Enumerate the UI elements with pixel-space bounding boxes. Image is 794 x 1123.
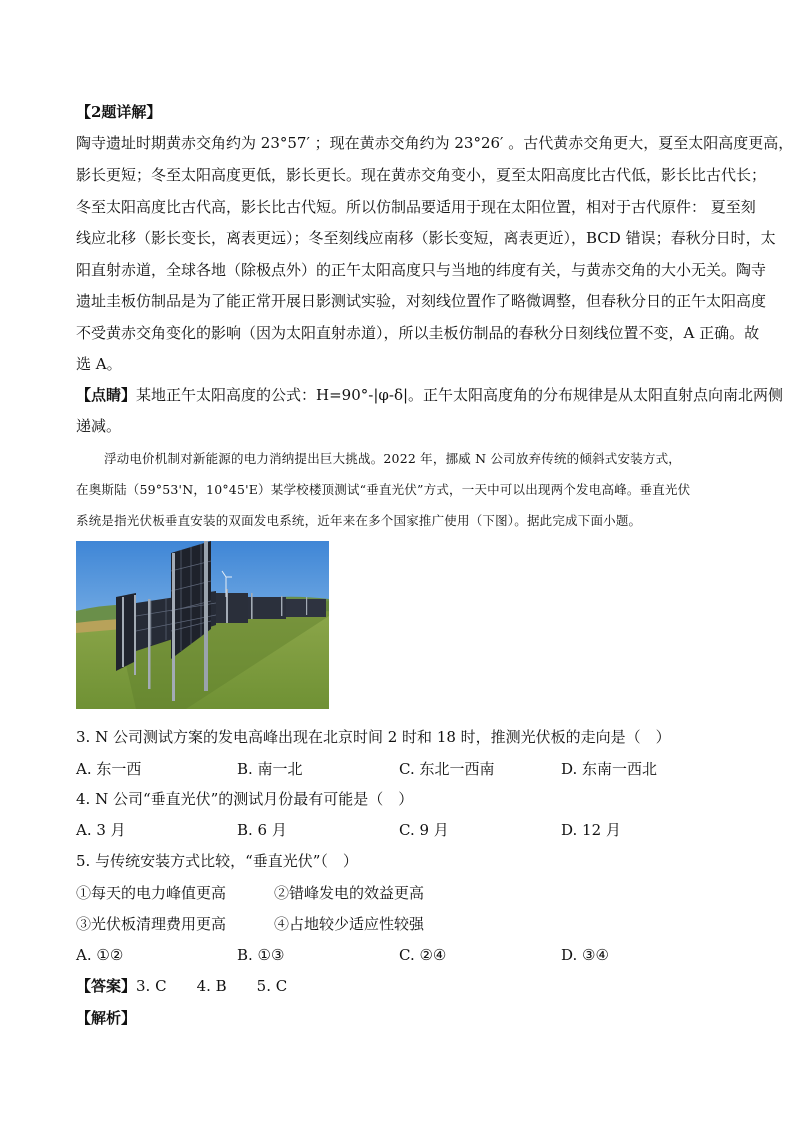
material-line: 在奥斯陆（59°53'N，10°45'E）某学校楼顶测试“垂直光伏”方式，一天中可以出现两个发电高峰。垂直光伏 (76, 482, 691, 497)
paragraph-line: 遗址圭板仿制品是为了能正常开展日影测试实验，对刻线位置作了略微调整，但春秋分日的正午太阳高度 (76, 292, 767, 310)
paragraph-line: 影长更短；冬至太阳高度更低，影长更长。现在黄赤交角变小，夏至太阳高度比古代低，影长比古代长； (76, 166, 767, 184)
answer-label: 【答案】 (76, 977, 137, 995)
paragraph-line: 冬至太阳高度比古代高，影长比古代短。所以仿制品要适用于现在太阳位置，相对于古代原件： 夏至刻 (76, 198, 756, 216)
question-4-stem: 4. N 公司“垂直光伏”的测试月份最有可能是（ ） (76, 790, 414, 808)
tip-line-2: 递减。 (76, 417, 122, 435)
solar-panel-illustration (76, 541, 329, 709)
question-5-stem: 5. 与传统安装方式比较，“垂直光伏”（ ） (76, 852, 358, 870)
analysis-heading: 【解析】 (76, 1009, 137, 1027)
tip-label: 【点睛】 (76, 386, 137, 404)
tip-line (76, 385, 783, 405)
answer-text: 3. C 4. B 5. C (136, 977, 288, 995)
q3-option-c[interactable]: C. 东北一西南 (399, 760, 495, 778)
q5-statement-3: ③光伏板清理费用更高 (76, 915, 227, 933)
q4-option-a[interactable]: A. 3 月 (76, 821, 126, 839)
q5-option-a[interactable]: A. ①② (76, 946, 124, 964)
q4-option-c[interactable]: C. 9 月 (399, 821, 449, 839)
q5-option-d[interactable]: D. ③④ (561, 946, 609, 964)
material-line: 系统是指光伏板垂直安装的双面发电系统，近年来在多个国家推广使用（下图）。据此完成下面小题。 (76, 513, 642, 528)
paragraph-line: 线应北移（影长变长，离表更远）；冬至刻线应南移（影长变短，离表更近），BCD 错误；春秋分日时，太 (76, 229, 776, 247)
q5-statement-4: ④占地较少适应性较强 (274, 915, 425, 933)
material-line: 浮动电价机制对新能源的电力消纳提出巨大挑战。2022 年，挪威 N 公司放弃传统的倾斜式安装方式， (104, 451, 681, 466)
paragraph-line: 不受黄赤交角变化的影响（因为太阳直射赤道），所以圭板仿制品的春秋分日刻线位置不变，A 正确。故 (76, 324, 760, 342)
answer-line (76, 976, 287, 996)
q5-statement-2: ②错峰发电的效益更高 (274, 884, 425, 902)
section-2-heading: 【2题详解】 (76, 103, 162, 121)
q3-option-b[interactable]: B. 南一北 (237, 760, 303, 778)
q5-option-c[interactable]: C. ②④ (399, 946, 447, 964)
paragraph-line: 阳直射赤道，全球各地（除极点外）的正午太阳高度只与当地的纬度有关，与黄赤交角的大小无关。陶寺 (76, 261, 767, 279)
q4-option-b[interactable]: B. 6 月 (237, 821, 287, 839)
q3-option-a[interactable]: A. 东一西 (76, 760, 142, 778)
paragraph-line: 选 A。 (76, 355, 122, 373)
q5-option-b[interactable]: B. ①③ (237, 946, 285, 964)
question-3-stem: 3. N 公司测试方案的发电高峰出现在北京时间 2 时和 18 时，推测光伏板的走向是（ ） (76, 728, 671, 746)
q5-statement-1: ①每天的电力峰值更高 (76, 884, 227, 902)
q4-option-d[interactable]: D. 12 月 (561, 821, 621, 839)
vertical-solar-panels-photo (76, 541, 329, 709)
tip-text: 某地正午太阳高度的公式：H=90°-|φ-δ|。正午太阳高度角的分布规律是从太阳直射点向南北两侧 (136, 386, 784, 404)
q3-option-d[interactable]: D. 东南一西北 (561, 760, 658, 778)
paragraph-line: 陶寺遗址时期黄赤交角约为 23°57′ ；现在黄赤交角约为 23°26′ 。古代黄赤交角更大，夏至太阳高度更高， (76, 134, 794, 152)
